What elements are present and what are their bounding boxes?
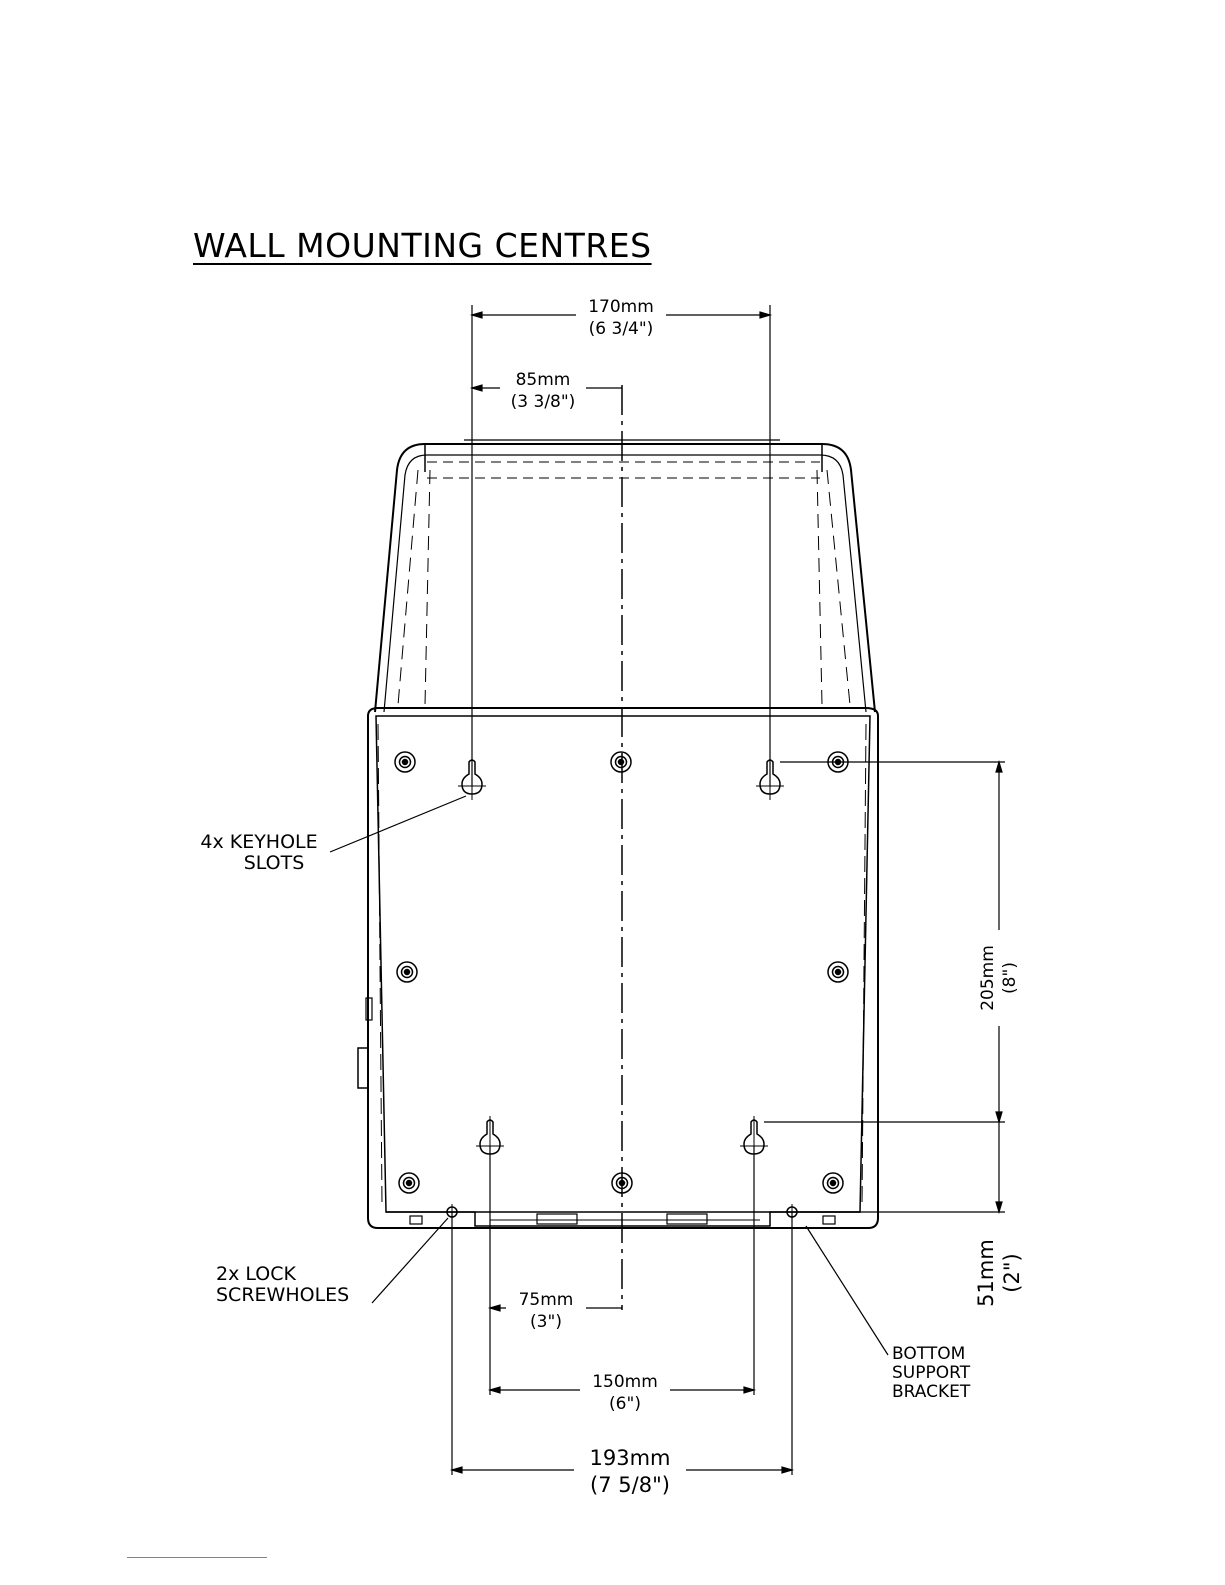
boss-6: [399, 1173, 419, 1193]
keyhole-callout: [186, 832, 332, 874]
drawing-title: WALL MOUNTING CENTRES: [193, 226, 652, 265]
dim-170-inch: (6 3/4"): [588, 319, 654, 339]
bracket-callout-line3: BRACKET: [892, 1382, 971, 1402]
dim-193-inch: (7 5/8"): [590, 1473, 670, 1497]
dim-51: [973, 1232, 1029, 1314]
keyhole-callout-line1: 4x KEYHOLE: [200, 831, 318, 853]
dim-85: [500, 369, 586, 413]
dim-193-mm: 193mm: [589, 1446, 671, 1470]
lock-callout-line2: SCREWHOLES: [216, 1284, 350, 1306]
dim-150-mm: 150mm: [592, 1372, 658, 1392]
dim-150: [580, 1371, 670, 1415]
back-plate: [358, 708, 878, 1228]
lock-callout: [216, 1264, 349, 1306]
dim-85-inch: (3 3/8"): [510, 392, 576, 412]
dim-75-inch: (3"): [530, 1312, 562, 1332]
dim-51-mm: 51mm: [974, 1239, 998, 1307]
dispenser-hood: [375, 440, 875, 712]
boss-1: [395, 752, 415, 772]
dim-170: [576, 296, 666, 340]
lock-callout-line1: 2x LOCK: [216, 1263, 296, 1285]
leader-lines: [330, 796, 888, 1355]
footer-rule: [127, 1557, 267, 1558]
dim-205-inch: (8"): [1000, 962, 1020, 994]
dim-75: [506, 1289, 586, 1333]
bracket-callout-line2: SUPPORT: [892, 1363, 971, 1383]
dim-85-mm: 85mm: [515, 370, 571, 390]
dim-205-mm: 205mm: [978, 945, 998, 1011]
keyhole-callout-line2: SLOTS: [243, 852, 305, 874]
boss-2: [611, 752, 631, 772]
dim-75-mm: 75mm: [518, 1290, 574, 1310]
bracket-callout: [892, 1345, 970, 1402]
dim-150-inch: (6"): [609, 1394, 641, 1414]
bracket-callout-line1: BOTTOM: [892, 1344, 966, 1364]
boss-8: [823, 1173, 843, 1193]
keyhole-slots: [458, 756, 784, 1160]
dim-193: [574, 1445, 686, 1499]
boss-4: [397, 962, 417, 982]
dim-170-mm: 170mm: [588, 297, 654, 317]
boss-5: [828, 962, 848, 982]
dim-205: [977, 930, 1023, 1026]
dim-51-inch: (2"): [1000, 1253, 1024, 1293]
